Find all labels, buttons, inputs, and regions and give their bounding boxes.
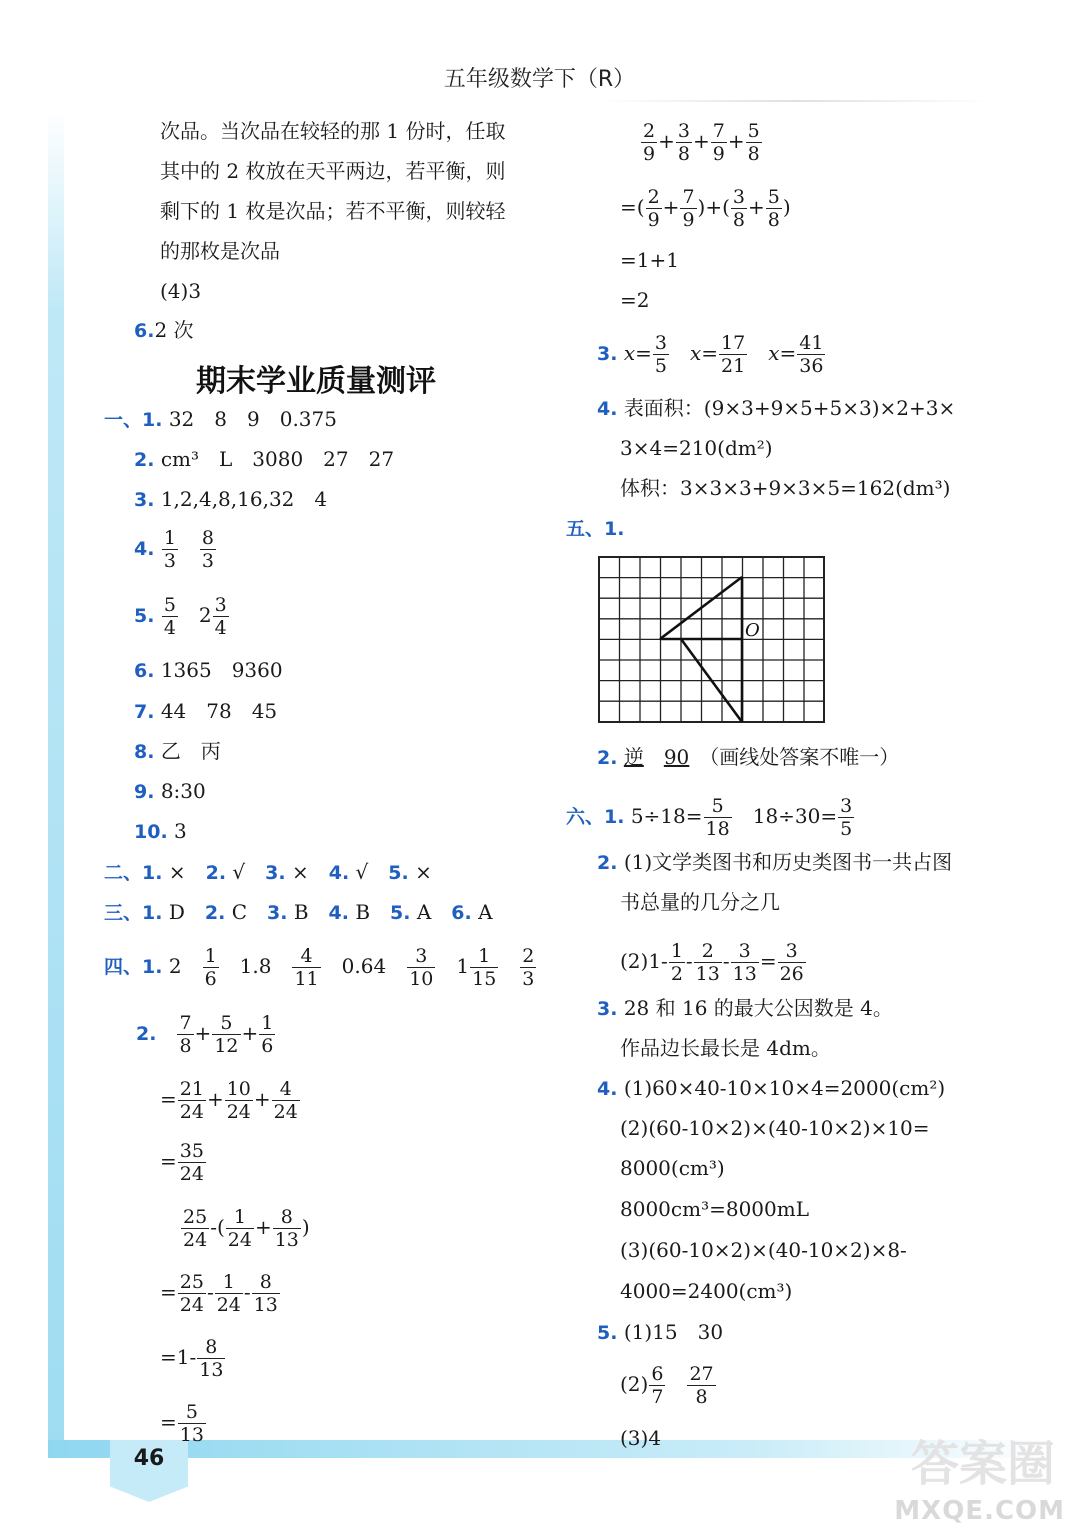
fraction: $\frac{1}{6}$ bbox=[204, 945, 217, 990]
fraction: $\frac{4}{24}$ bbox=[273, 1078, 298, 1123]
section-title: 期末学业质量测评 bbox=[196, 364, 436, 399]
equation-line: =1- $\frac{8}{13}$ bbox=[160, 1336, 224, 1381]
question-number: 1. bbox=[142, 409, 163, 431]
answer-line bbox=[566, 514, 624, 543]
answer-text: (1)文学类图书和历史类图书一共占图 bbox=[623, 850, 953, 874]
answer-line bbox=[597, 1318, 723, 1347]
whole-number: 2 bbox=[168, 954, 182, 978]
answer-line: 4000=2400(cm³) bbox=[620, 1279, 793, 1303]
answer-line: 书总量的几分之几 bbox=[620, 890, 780, 914]
question-number: 1. bbox=[142, 902, 163, 924]
answer-line: 8000cm³=8000mL bbox=[620, 1197, 809, 1221]
question-number: 2. bbox=[205, 862, 227, 884]
question-number: 1. bbox=[142, 862, 163, 884]
question-number: 4. bbox=[597, 1078, 618, 1100]
fraction: $\frac{4}{11}$ bbox=[294, 945, 319, 990]
text-line: 其中的 2 枚放在天平两边，若平衡，则 bbox=[160, 159, 506, 183]
question-number: 5. bbox=[390, 902, 411, 924]
answer-line: (3)4 bbox=[620, 1426, 662, 1450]
question-number: 8. bbox=[134, 741, 155, 763]
answer-line bbox=[597, 994, 893, 1023]
fraction: $\frac{5}{4}$ bbox=[163, 594, 176, 639]
watermark-logo: 答案圈 bbox=[910, 1436, 1055, 1492]
question-number: 2. bbox=[136, 1023, 157, 1045]
equation-line: (2)1- $\frac{1}{2}$ - $\frac{2}{13}$ - $\frac{3}{13}$ = $\frac{3}{26}$ bbox=[620, 940, 804, 985]
fraction: $\frac{3}{4}$ bbox=[214, 594, 227, 639]
fraction: $\frac{3}{8}$ bbox=[677, 120, 690, 165]
answer-line bbox=[104, 858, 432, 887]
fraction: $\frac{10}{24}$ bbox=[226, 1078, 251, 1123]
fraction: $\frac{41}{36}$ bbox=[799, 332, 824, 377]
fraction: $\frac{8}{13}$ bbox=[253, 1271, 278, 1316]
question-number: 10. bbox=[134, 821, 168, 843]
equation-line: = $\frac{35}{24}$ bbox=[160, 1140, 204, 1185]
answer-text: 逆 bbox=[623, 745, 644, 769]
question-number: 5. bbox=[597, 1322, 618, 1344]
fraction: $\frac{8}{3}$ bbox=[201, 527, 214, 572]
fraction: $\frac{3}{10}$ bbox=[409, 945, 434, 990]
fraction: $\frac{7}{9}$ bbox=[712, 120, 725, 165]
question-number: 1. bbox=[142, 956, 163, 978]
answer-text: 28 和 16 的最大公因数是 4。 bbox=[623, 996, 893, 1020]
answer-text: (1)15 30 bbox=[623, 1320, 724, 1344]
fraction: $\frac{25}{24}$ bbox=[183, 1206, 208, 1251]
question-number: 2. bbox=[134, 449, 155, 471]
whole-number: 2 bbox=[198, 603, 212, 627]
section-number: 二、 bbox=[104, 862, 143, 884]
fraction: $\frac{1}{3}$ bbox=[163, 527, 176, 572]
watermark: MXQE.COM bbox=[894, 1496, 1065, 1526]
section-number: 六、 bbox=[566, 806, 605, 828]
fraction: $\frac{1}{24}$ bbox=[227, 1206, 252, 1251]
page-header: 五年级数学下（R） bbox=[443, 67, 636, 92]
center-point-label: O bbox=[745, 620, 760, 641]
answer-line bbox=[134, 594, 230, 639]
question-number: 2. bbox=[597, 852, 618, 874]
answer-line bbox=[134, 656, 283, 685]
decimal: 1.8 bbox=[239, 954, 272, 978]
question-number: 4. bbox=[328, 862, 350, 884]
answer-line bbox=[134, 697, 277, 726]
answer-text: 32 8 9 0.375 bbox=[168, 407, 337, 431]
answer-line bbox=[597, 848, 952, 877]
answer-text: × bbox=[415, 860, 432, 884]
grid-rotation-figure bbox=[598, 556, 826, 724]
question-number: 3. bbox=[134, 489, 155, 511]
answer-line: 六、1. 5÷18= $\frac{5}{18}$ 18÷30= $\frac{3}{5}$ bbox=[566, 795, 853, 840]
answer-text: √ bbox=[232, 860, 246, 884]
fraction: $\frac{25}{24}$ bbox=[179, 1271, 204, 1316]
answer-text: 1365 9360 bbox=[160, 658, 283, 682]
answer-text: 90 bbox=[663, 745, 690, 769]
answer-line bbox=[597, 1074, 945, 1103]
equation-line: = $\frac{21}{24}$ + $\frac{10}{24}$ + $\frac{4}{24}$ bbox=[160, 1078, 298, 1123]
question-number: 1. bbox=[604, 806, 625, 828]
question-number: 3. bbox=[597, 998, 618, 1020]
answer-line bbox=[134, 316, 194, 345]
fraction: $\frac{5}{8}$ bbox=[767, 186, 780, 231]
fraction: $\frac{5}{18}$ bbox=[705, 795, 730, 840]
section-number: 三、 bbox=[104, 902, 143, 924]
question-number: 4. bbox=[134, 538, 155, 560]
answer-text: （画线处答案不唯一） bbox=[709, 745, 900, 769]
question-number: 7. bbox=[134, 701, 155, 723]
fraction: $\frac{1}{24}$ bbox=[216, 1271, 241, 1316]
fraction: $\frac{2}{9}$ bbox=[647, 186, 660, 231]
question-number: 6. bbox=[451, 902, 472, 924]
answer-line: 8000(cm³) bbox=[620, 1156, 725, 1180]
answer-text: 表面积：(9×3+9×5+5×3)×2+3× bbox=[623, 396, 956, 420]
equation-line: =( $\frac{2}{9}$ + $\frac{7}{9}$ )+( $\frac{3}{8}$ + $\frac{5}{8}$ ) bbox=[620, 186, 791, 231]
section-number: 五、 bbox=[566, 518, 605, 540]
answer-line bbox=[134, 527, 217, 572]
fraction: $\frac{7}{9}$ bbox=[682, 186, 695, 231]
answer-line: (2)(60-10×2)×(40-10×2)×10= bbox=[620, 1116, 930, 1140]
decimal: 0.64 bbox=[341, 954, 387, 978]
answer-text: 2 次 bbox=[154, 318, 194, 342]
whole-number: 1 bbox=[456, 954, 470, 978]
answer-text: cm³ L 3080 27 27 bbox=[160, 447, 395, 471]
fraction: $\frac{2}{13}$ bbox=[695, 940, 720, 985]
question-number: 9. bbox=[134, 781, 155, 803]
question-number: 5. bbox=[388, 862, 409, 884]
answer-line bbox=[134, 817, 187, 846]
question-number: 6. bbox=[134, 320, 155, 342]
fraction: $\frac{3}{8}$ bbox=[732, 186, 746, 231]
question-number: 3. bbox=[267, 902, 288, 924]
answer-line bbox=[597, 394, 955, 423]
answer-text: × bbox=[168, 860, 186, 884]
answer-line: 3. x= $\frac{3}{5}$ x= $\frac{17}{21}$ x= $\frac{41}{36}$ bbox=[597, 332, 824, 377]
fraction: $\frac{8}{13}$ bbox=[274, 1206, 299, 1251]
text-line: 的那枚是次品 bbox=[160, 239, 280, 263]
answer-line: (3)(60-10×2)×(40-10×2)×8- bbox=[620, 1238, 907, 1262]
answer-text: D bbox=[168, 900, 185, 924]
question-number: 4. bbox=[597, 398, 618, 420]
section-number: 一、 bbox=[104, 409, 143, 431]
fraction: $\frac{6}{7}$ bbox=[651, 1363, 664, 1408]
answer-line: 体积：3×3×3+9×3×5=162(dm³) bbox=[620, 476, 951, 500]
fraction: $\frac{1}{15}$ bbox=[472, 945, 497, 990]
answer-text: 8:30 bbox=[160, 779, 206, 803]
fraction: $\frac{27}{8}$ bbox=[689, 1363, 714, 1408]
fraction: $\frac{1}{6}$ bbox=[261, 1012, 274, 1057]
question-number: 4. bbox=[328, 902, 349, 924]
question-number: 5. bbox=[134, 605, 155, 627]
answer-line: 作品边长最长是 4dm。 bbox=[620, 1036, 831, 1060]
answer-line bbox=[104, 945, 537, 990]
question-number: 1. bbox=[604, 518, 625, 540]
text-line: 次品。当次品在较轻的那 1 份时，任取 bbox=[160, 119, 506, 143]
fraction: $\frac{5}{12}$ bbox=[214, 1012, 239, 1057]
equation-line: = $\frac{25}{24}$ - $\frac{1}{24}$ - $\frac{8}{13}$ bbox=[160, 1271, 278, 1316]
equation-line: (2) $\frac{6}{7}$ $\frac{27}{8}$ bbox=[620, 1363, 714, 1408]
answer-text: 3 bbox=[174, 819, 187, 843]
answer-line bbox=[134, 445, 394, 474]
answer-line bbox=[104, 405, 337, 434]
answer-text: (1)60×40-10×10×4=2000(cm²) bbox=[623, 1076, 946, 1100]
fraction: $\frac{3}{5}$ bbox=[654, 332, 667, 377]
fraction: $\frac{3}{13}$ bbox=[732, 940, 757, 985]
answer-line: 3×4=210(dm²) bbox=[620, 436, 773, 460]
fraction: $\frac{21}{24}$ bbox=[179, 1078, 204, 1123]
text-line: 剩下的 1 枚是次品；若不平衡，则较轻 bbox=[160, 199, 506, 223]
answer-line bbox=[134, 485, 327, 514]
equation-line: $\frac{25}{24}$ -( $\frac{1}{24}$ + $\frac{8}{13}$ ) bbox=[183, 1206, 310, 1251]
equation-line: =2 bbox=[620, 288, 650, 312]
header-rule bbox=[600, 100, 990, 102]
equation-line: = $\frac{5}{13}$ bbox=[160, 1401, 204, 1446]
answer-text: B bbox=[293, 900, 309, 924]
section-number: 四、 bbox=[104, 956, 143, 978]
fraction: $\frac{2}{3}$ bbox=[522, 945, 535, 990]
answer-text: C bbox=[231, 900, 247, 924]
answer-text: 44 78 45 bbox=[160, 699, 278, 723]
left-decorative-band bbox=[48, 110, 64, 1450]
answer-text: A bbox=[478, 900, 493, 924]
fraction: $\frac{5}{8}$ bbox=[747, 120, 760, 165]
page-number: 46 bbox=[133, 1446, 165, 1471]
answer-line bbox=[134, 737, 221, 766]
fraction: $\frac{2}{9}$ bbox=[643, 120, 656, 165]
answer-line bbox=[134, 777, 206, 806]
equation-line: =1+1 bbox=[620, 248, 679, 272]
question-number: 6. bbox=[134, 660, 155, 682]
equation-line: $\frac{2}{9}$ + $\frac{3}{8}$ + $\frac{7}{9}$ + $\frac{5}{8}$ bbox=[643, 120, 760, 165]
fraction: $\frac{17}{21}$ bbox=[721, 332, 746, 377]
equation-line: 2. $\frac{7}{8}$ + $\frac{5}{12}$ + $\frac{1}{6}$ bbox=[136, 1012, 274, 1057]
answer-text: 乙 丙 bbox=[160, 739, 221, 763]
fraction: $\frac{7}{8}$ bbox=[179, 1012, 192, 1057]
fraction: $\frac{3}{26}$ bbox=[779, 940, 804, 985]
answer-text: 1,2,4,8,16,32 4 bbox=[160, 487, 328, 511]
answer-text: B bbox=[355, 900, 371, 924]
answer-text: A bbox=[416, 900, 432, 924]
answer-line bbox=[597, 743, 899, 772]
question-number: 3. bbox=[597, 343, 618, 365]
answer-text: √ bbox=[355, 860, 369, 884]
fraction: $\frac{8}{13}$ bbox=[199, 1336, 224, 1381]
fraction: $\frac{5}{13}$ bbox=[179, 1401, 204, 1446]
question-number: 3. bbox=[265, 862, 286, 884]
answer-line bbox=[104, 898, 493, 927]
fraction: $\frac{3}{5}$ bbox=[840, 795, 853, 840]
question-number: 2. bbox=[204, 902, 226, 924]
fraction: $\frac{35}{24}$ bbox=[179, 1140, 204, 1185]
text-line: (4)3 bbox=[160, 279, 202, 303]
fraction: $\frac{1}{2}$ bbox=[670, 940, 683, 985]
answer-text: × bbox=[291, 860, 309, 884]
question-number: 2. bbox=[597, 747, 618, 769]
